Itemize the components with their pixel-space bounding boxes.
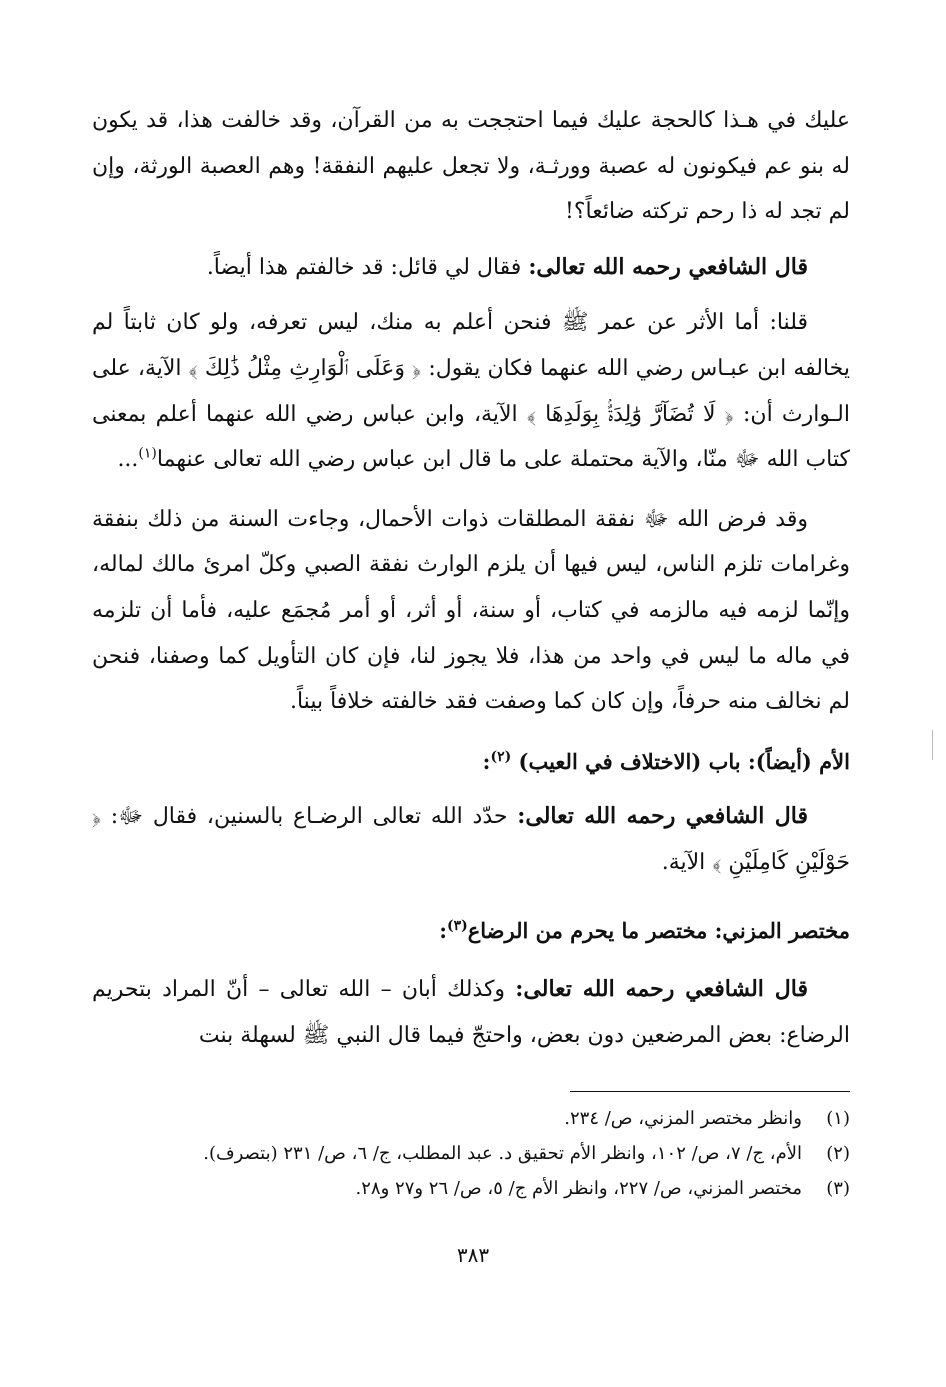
footnote-divider [570,1091,850,1092]
footnote-text: مختصر المزني، ص/ ٢٢٧، وانظر الأم ج/ ٥، ص/ ٢٦ و٢٧ و٢٨. [355,1178,802,1199]
paragraph-3: قلنا: أما الأثر عن عمر ﷺ فنحن أعلم به منك، ليس تعرفه، ولو كان ثابتاً لم يخالفه ابن عبـاس رضي الله عنهما فكان يقول: ﴿ وَعَلَى ٱلْوَارِثِ مِثْلُ ذَٰلِكَ ﴾ الآية، على الـوارث أن: ﴿ لَا تُضَآرَّ وَٰلِدَةٌۢ بِوَلَدِهَا ﴾ الآية، وابن عباس رضي الله عنهما أعلم بمعنى كتاب الله ﷻ منّا، والآية محتملة على ما قال ابن عباس رضي الله تعالى عنهما$^{(١)}$... [92,310,850,473]
section-heading-1: الأم (أيضاً): باب (الاختلاف في العيب) $^{(٢)}$: [482,748,850,774]
section-heading-2: مختصر المزني: مختصر ما يحرم من الرضاع$^{(٣)}$: [439,917,850,943]
footnote-2 [92,1136,850,1171]
speaker-label: قال الشافعي رحمه الله تعالى: [528,253,808,280]
scan-edge-mark [932,730,933,760]
speaker-label: قال الشافعي رحمه الله تعالى: [515,976,808,1003]
footnote-ref-2: (٢) [490,748,512,765]
footnotes [92,1101,850,1206]
paragraph-4: وقد فرض الله ﷻ نفقة المطلقات ذوات الأحمال، وجاءت السنة من ذلك بنفقة وغرامات تلزم الناس، ليس فيها أن يلزم الوارث نفقة الصبي وكلّ امرئ مالك لماله، وإنّما لزمه فيه مالزمه في كتاب، أو سنة، أو أثر، أو أمر مُجمَع عليه، فأما أن تلزمه في ماله ما ليس في واحد من هذا، فلا يجوز لنا، فإن كان التأويل كما وصفنا، فنحن لم نخالف منه حرفاً، وإن كان كما وصفت فقد خالفته خلافاً بيناً. [92,506,850,715]
paragraph-5: قال الشافعي رحمه الله تعالى: حدّد الله تعالى الرضـاع بالسنين، فقال ﷻ: ﴿ حَوْلَيْنِ كَامِلَيْنِ ﴾ الآية. [92,803,850,875]
footnote-number: (٢) [826,1143,850,1164]
footnote-text: الأم، ج/ ٧، ص/ ١٠٢، وانظر الأم تحقيق د. عبد المطلب، ج/ ٦، ص/ ٢٣١ (بتصرف). [203,1143,802,1164]
footnote-1 [92,1101,850,1136]
footnote-ref-3: (٣) [446,917,468,934]
footnote-text: وانظر مختصر المزني، ص/ ٢٣٤. [564,1108,802,1129]
speaker-label: قال الشافعي رحمه الله تعالى: [517,803,808,830]
footnote-3 [92,1171,850,1206]
footnote-number: (٣) [826,1178,850,1199]
paragraph-2: قال الشافعي رحمه الله تعالى: فقال لي قائل: قد خالفتم هذا أيضاً. [206,253,808,280]
paragraph-6: قال الشافعي رحمه الله تعالى: وكذلك أبان – الله تعالى – أنّ المراد بتحريم الرضاع: بعض المرضعين دون بعض، واحتجّ فيما قال النبي ﷺ لسهلة بنت [92,976,850,1048]
footnote-ref-1: (١) [138,445,157,462]
footnote-number: (١) [826,1108,850,1129]
page-number: ٣٨٣ [456,1243,490,1267]
main-text [92,98,850,1058]
paragraph-1: عليك في هـذا كالحجة عليك فيما احتججت به من القرآن، وقد خالفت هذا، قد يكون له بنو عم فيكونون له عصبة وورثـة، ولا تجعل عليهم النفقة! وهم العصبة الورثة، وإن لم تجد له ذا رحم تركته ضائعاً؟! [92,108,850,225]
